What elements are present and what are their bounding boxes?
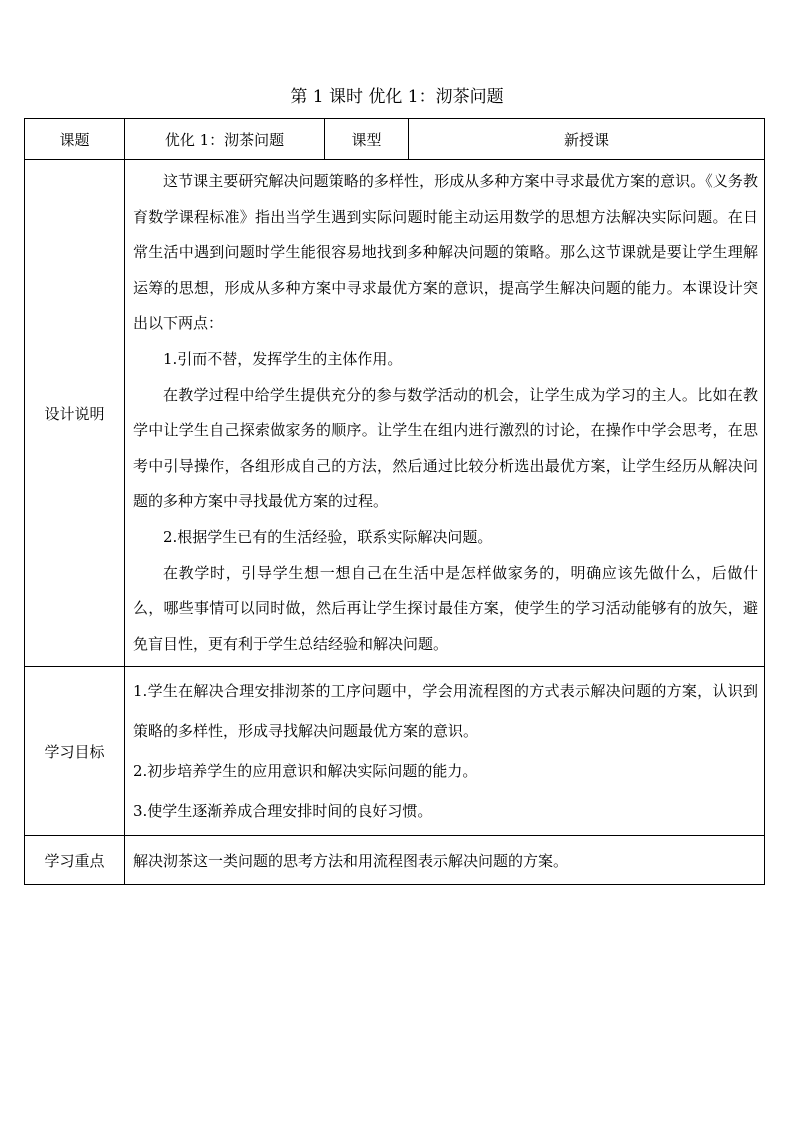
goal-item: 2.初步培养学生的应用意识和解决实际问题的能力。 [133, 762, 478, 781]
focus-label-cell: 学习重点 [25, 836, 125, 885]
topic-value-cell: 优化 1：沏茶问题 [125, 119, 325, 160]
design-content-cell [125, 160, 765, 667]
goal-item: 1.学生在解决合理安排沏茶的工序问题中，学会用流程图的方式表示解决问题的方案，认识到策略的多样性，形成寻找解决问题最优方案的意识。 [133, 682, 758, 741]
goals-content-cell [125, 667, 765, 836]
goals-label-cell: 学习目标 [25, 667, 125, 836]
design-paragraph: 2.根据学生已有的生活经验，联系实际解决问题。 [163, 527, 493, 546]
focus-content-cell: 解决沏茶这一类问题的思考方法和用流程图表示解决问题的方案。 [125, 836, 765, 885]
goal-item: 3.使学生逐渐养成合理安排时间的良好习惯。 [133, 802, 433, 821]
type-label-cell: 课型 [325, 119, 409, 160]
topic-label-cell: 课题 [25, 119, 125, 160]
design-label-cell: 设计说明 [25, 160, 125, 667]
goals-row [25, 667, 765, 836]
document-title: 第 1 课时 优化 1：沏茶问题 [290, 87, 504, 107]
design-row [25, 160, 765, 667]
header-row [25, 119, 765, 160]
lesson-plan-table [24, 118, 765, 885]
design-paragraph: 1.引而不替，发挥学生的主体作用。 [163, 349, 403, 368]
focus-row [25, 836, 765, 885]
design-paragraph: 这节课主要研究解决问题策略的多样性，形成从多种方案中寻求最优方案的意识。《义务教育数学课程标准》指出当学生遇到实际问题时能主动运用数学的思想方法解决实际问题。在日常生活中遇到问题时学生能很容易地找到多种解决问题的策略。那么这节课就是要让学生理解运筹的思想，形成从多种方案中寻求最优方案的意识，提高学生解决问题的能力。本课设计突出以下两点： [133, 172, 758, 333]
design-paragraph: 在教学过程中给学生提供充分的参与数学活动的机会，让学生成为学习的主人。比如在教学中让学生自己探索做家务的顺序。让学生在组内进行激烈的讨论，在操作中学会思考，在思考中引导操作，各组形成自己的方法，然后通过比较分析选出最优方案，让学生经历从解决问题的多种方案中寻找最优方案的过程。 [133, 385, 758, 511]
type-value-cell: 新授课 [409, 119, 765, 160]
design-paragraph: 在教学时，引导学生想一想自己在生活中是怎样做家务的，明确应该先做什么，后做什么，哪些事情可以同时做，然后再让学生探讨最佳方案，使学生的学习活动能够有的放矢，避免盲目性，更有利于学生总结经验和解决问题。 [133, 563, 758, 653]
